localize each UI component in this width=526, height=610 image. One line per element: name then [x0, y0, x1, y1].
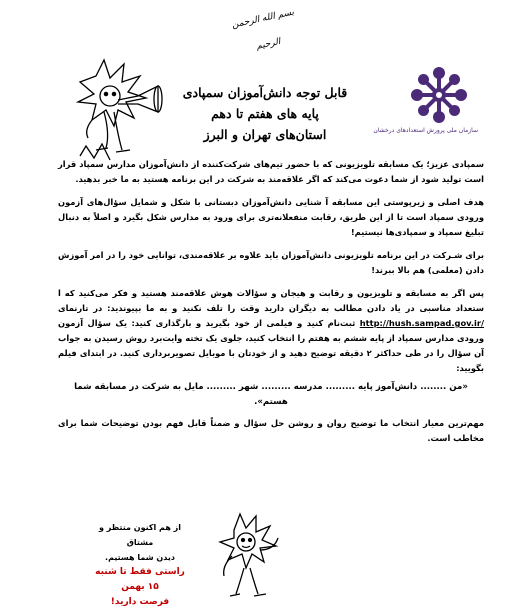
waving-cartoon-icon — [210, 510, 292, 602]
paragraph-goal: هدف اصلی و زیرپوستی این مسابقه آ شنایی دانش‌آموزان دبستانی با شکل و شمایل سؤال‌های آزمون ورودی سمپاد است تا از این طریق، رقابت منفعلانه‌تری برای ورود به مدارس شکل بگیرد و اصلاً به دنبال تبلیغ سمپاد و سمپادی‌ها نیستیم! — [58, 197, 484, 237]
instructions-part-a: پس اگر به مسابقه و تلویزیون و رقابت و هیجان و سؤالات هوش علاقه‌مند هستید و فکر می‌کنید که ا ستعداد مناسبی در یاد دادن مطالب به دیگران دارید وقت را تلف نکنید و به ما بپیوندید: در تارنمای — [58, 288, 484, 313]
closing-line-1: از هم اکنون منتظر و مشتاق — [98, 523, 182, 547]
intro-statement-template: «من ........ دانش‌آموز پایه ......... مدرسه ......... شهر ......... مایل به شرکت در مسابقه شما هستم». — [74, 382, 468, 407]
paragraph-invitation: سمپادی عزیز؛ یک مسابقه تلویزیونی که با حضور تیم‌های شرکت‌کننده از دانش‌آموزان مدارس سمپاد قرار است تولید شود از شما دعوت می‌کند که اگر علاقه‌مند به شرکت در این برنامه هستید به ما خبر بدهید. — [58, 159, 484, 184]
instructions-part-b: ثبت‌نام کنید و فیلمی از خود بگیرید و بارگذاری کنید: یک سؤال آزمون ورودی مدارس سمپاد از پایه ششم به هفتم را انتخاب کنید، جلوی یک تخته وایت‌برد روش رسیدن به جواب آن سؤال را در طی حداکثر ۲ دقیقه توضیح دهید و از خودتان با موبایل تصویربرداری کنید. در ابتدای فیلم بگویید: — [58, 318, 485, 373]
header-line-3: استان‌های تهران و البرز — [203, 127, 327, 142]
registration-link[interactable]: http://hush.sampad.gov.ir/ — [359, 318, 485, 328]
logo-emblem-icon — [408, 64, 470, 126]
paragraph-instructions — [58, 286, 484, 376]
closing-line-2: دیدن شما هستیم. — [105, 553, 175, 562]
header-line-2: پایه های هفتم تا دهم — [211, 106, 319, 121]
organization-logo — [373, 64, 478, 148]
deadline-line-2: فرصت دارید! — [110, 597, 170, 607]
paragraph-criteria: مهم‌ترین معیار انتخاب ما توضیح روان و روشن حل سؤال و ضمناً قابل فهم بودن توضیحات شما برای مخاطب است. — [58, 418, 484, 443]
logo-caption: سازمان ملی پرورش استعدادهای درخشان — [373, 127, 478, 134]
paragraph-requirement: برای شـرکت در این برنامه تلویزیونی دانش‌آموزان باید علاوه بر علاقه‌مندی، توانایی خود را در امر آموزش دادن (معلمی) هم بالا ببرند! — [58, 250, 484, 275]
announcement-header — [170, 82, 360, 145]
closing-note — [92, 520, 188, 610]
header-line-1: قابل توجه دانش‌آموزان سمپادی — [182, 85, 348, 100]
bismillah-calligraphy: بسم الله الرحمن الرحیم — [231, 7, 295, 52]
deadline-line-1: راستی فقط تا شنبه ۱۵ بهمن — [95, 567, 185, 592]
announcement-body — [58, 157, 484, 454]
